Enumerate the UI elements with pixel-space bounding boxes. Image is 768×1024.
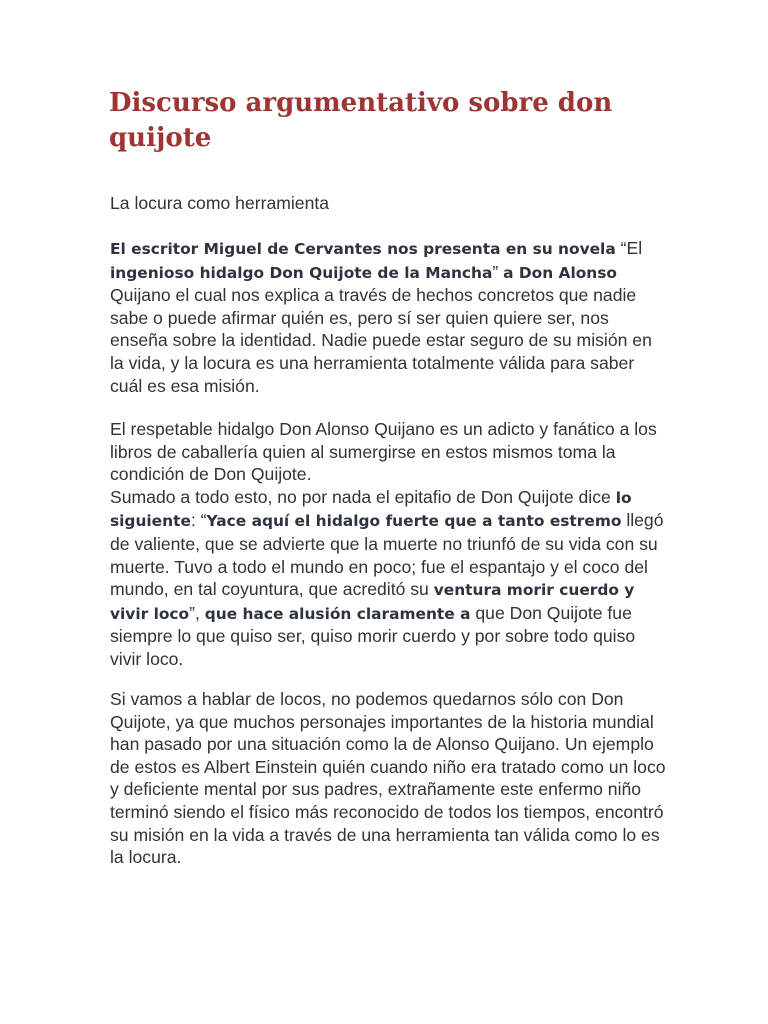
bold-text: Yace aquí el hidalgo fuerte que a tanto estremo	[206, 512, 622, 531]
bold-text: que hace alusión claramente a	[204, 604, 471, 623]
body-text-span: que Don Quijote fue siempre lo que quiso ser, quiso morir cuerdo y por sobre todo quiso vivir loco.	[110, 602, 636, 669]
body-text-span: “El	[615, 238, 643, 258]
body-text-span: Sumado a todo esto, no por nada el epitafio de Don Quijote dice	[110, 486, 616, 507]
bold-text: lo siguiente	[110, 488, 632, 531]
body-text-span: : “	[190, 510, 207, 531]
document-title: Discurso argumentativo sobre don quijote	[109, 88, 613, 153]
body-text-span: ”	[492, 261, 504, 282]
bold-text: ingenioso hidalgo Don Quijote de la Mancha	[110, 263, 493, 282]
paragraph-3: Si vamos a hablar de locos, no podemos quedarnos sólo con Don Quijote, ya que muchos personajes importantes de la historia mundial han pasado por una situación como la de Alonso Quijano. Un ejemplo de estos es Albert Einstein quién cuando niño era tratado como un loco y deficiente mental por sus padres, extrañamente este enfermo niño terminó siendo el físico más reconocido de todos los tiempos, encontró su misión en la vida a través de una herramienta tan válida como lo es la locura.	[110, 689, 666, 868]
document-subtitle: La locura como herramienta	[110, 193, 330, 213]
paragraph-2	[110, 418, 670, 671]
paragraph-1	[110, 237, 670, 397]
body-text-span: ”,	[189, 602, 205, 623]
bold-text: El escritor Miguel de Cervantes nos presenta en su novela	[110, 240, 616, 258]
body-text-span: El respetable hidalgo Don Alonso Quijano es un adicto y fanático a los libros de caballería quien al sumergirse en estos mismos toma la condición de Don Quijote.	[110, 419, 657, 485]
bold-text: ventura morir cuerdo y vivir loco	[110, 581, 635, 623]
body-text-span: Quijano el cual nos explica a través de hechos concretos que nadie sabe o puede afirmar quién es, pero sí ser quien quiere ser, nos enseña sobre la identidad. Nadie puede estar seguro de su misión en la vida, y la locura es una herramienta totalmente válida para saber cuál es esa misión.	[110, 285, 652, 396]
bold-text: a Don Alonso	[503, 263, 617, 282]
body-text-span: llegó de valiente, que se advierte que la muerte no triunfó de su vida con su muerte. Tuvo a todo el mundo en poco; fue el espantajo y el coco del mundo, en tal coyuntura, que acreditó su	[110, 510, 664, 600]
